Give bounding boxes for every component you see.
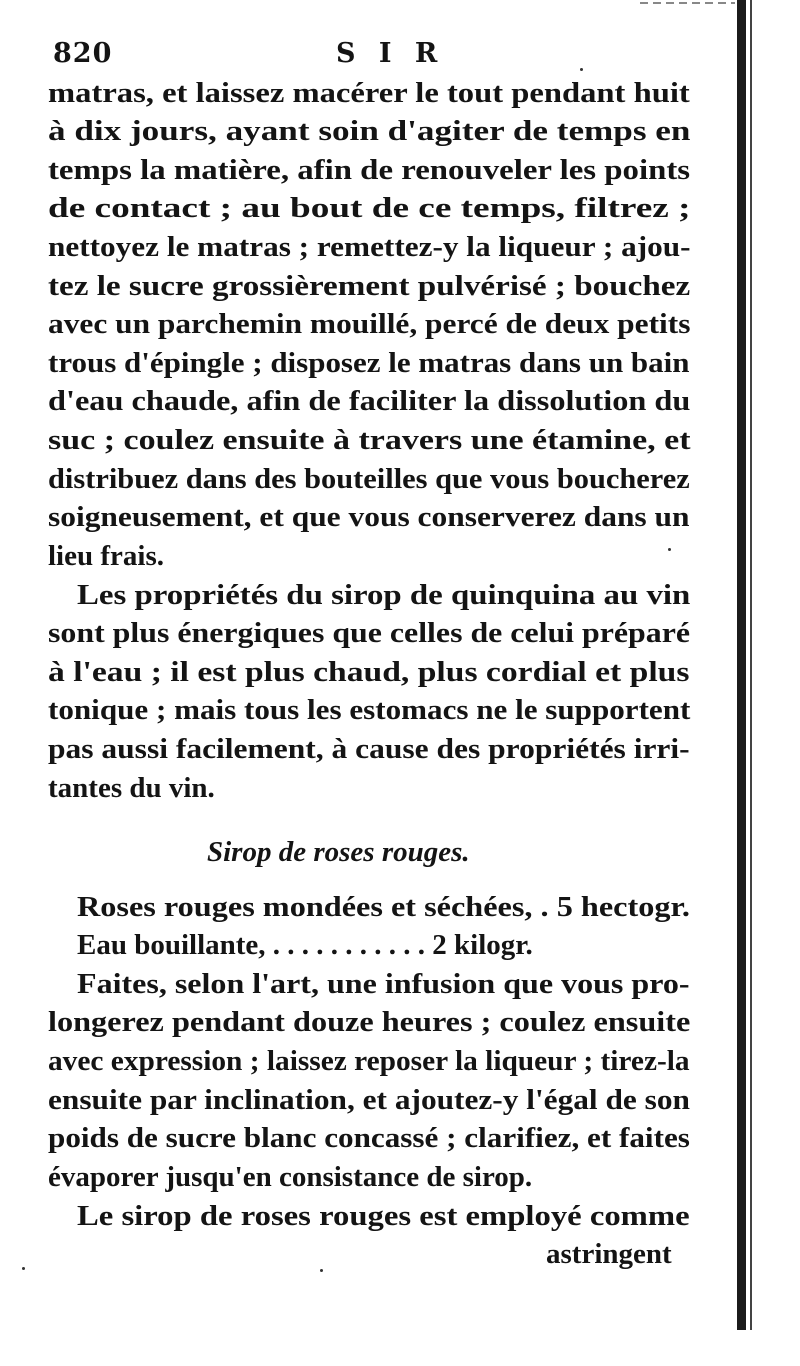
text-line: nettoyez le matras ; remettez-y la liqueur ; ajou- (48, 231, 691, 263)
text-line: Eau bouillante, . . . . . . . . . . . 2 kilogr. (77, 929, 533, 961)
section-heading: Sirop de roses rouges. (207, 836, 470, 868)
text-line: poids de sucre blanc concassé ; clarifiez, et faites (48, 1122, 690, 1154)
page-number: 820 (53, 38, 113, 69)
text-line: d'eau chaude, afin de faciliter la dissolution du (48, 385, 691, 417)
text-line: longerez pendant douze heures ; coulez ensuite (48, 1006, 691, 1038)
text-line: astringent (546, 1238, 672, 1270)
text-line: temps la matière, afin de renouveler les points (48, 154, 691, 186)
text-line: Le sirop de roses rouges est employé comme (77, 1200, 690, 1232)
text-line: tonique ; mais tous les estomacs ne le supportent (48, 694, 691, 726)
text-line: à l'eau ; il est plus chaud, plus cordial et plus (48, 656, 690, 688)
text-line: ensuite par inclination, et ajoutez-y l'égal de son (48, 1084, 690, 1116)
text-line: Roses rouges mondées et séchées, . 5 hectogr. (77, 891, 690, 923)
text-line: soigneusement, et que vous conserverez dans un (48, 501, 690, 533)
text-line: lieu frais. (48, 540, 164, 572)
text-line: sont plus énergiques que celles de celui préparé (48, 617, 691, 649)
text-line: Faites, selon l'art, une infusion que vous pro- (77, 968, 690, 1000)
text-line: trous d'épingle ; disposez le matras dans un bain (48, 347, 690, 379)
text-line: distribuez dans des bouteilles que vous boucherez (48, 463, 690, 495)
text-line: de contact ; au bout de ce temps, filtrez ; (48, 192, 691, 224)
text-line: matras, et laissez macérer le tout pendant huit (48, 77, 690, 109)
text-line: tantes du vin. (48, 772, 215, 804)
text-line: évaporer jusqu'en consistance de sirop. (48, 1161, 533, 1193)
running-title: S I R (336, 38, 445, 69)
text-line: à dix jours, ayant soin d'agiter de temps en (48, 115, 691, 147)
text-line: avec un parchemin mouillé, percé de deux petits (48, 308, 691, 340)
text-line: pas aussi facilement, à cause des propriétés irri- (48, 733, 690, 765)
text-line: tez le sucre grossièrement pulvérisé ; bouchez (48, 270, 691, 302)
text-line: avec expression ; laissez reposer la liqueur ; tirez-la (48, 1045, 690, 1077)
text-line: Les propriétés du sirop de quinquina au vin (77, 579, 691, 611)
text-line: suc ; coulez ensuite à travers une étamine, et (48, 424, 691, 456)
